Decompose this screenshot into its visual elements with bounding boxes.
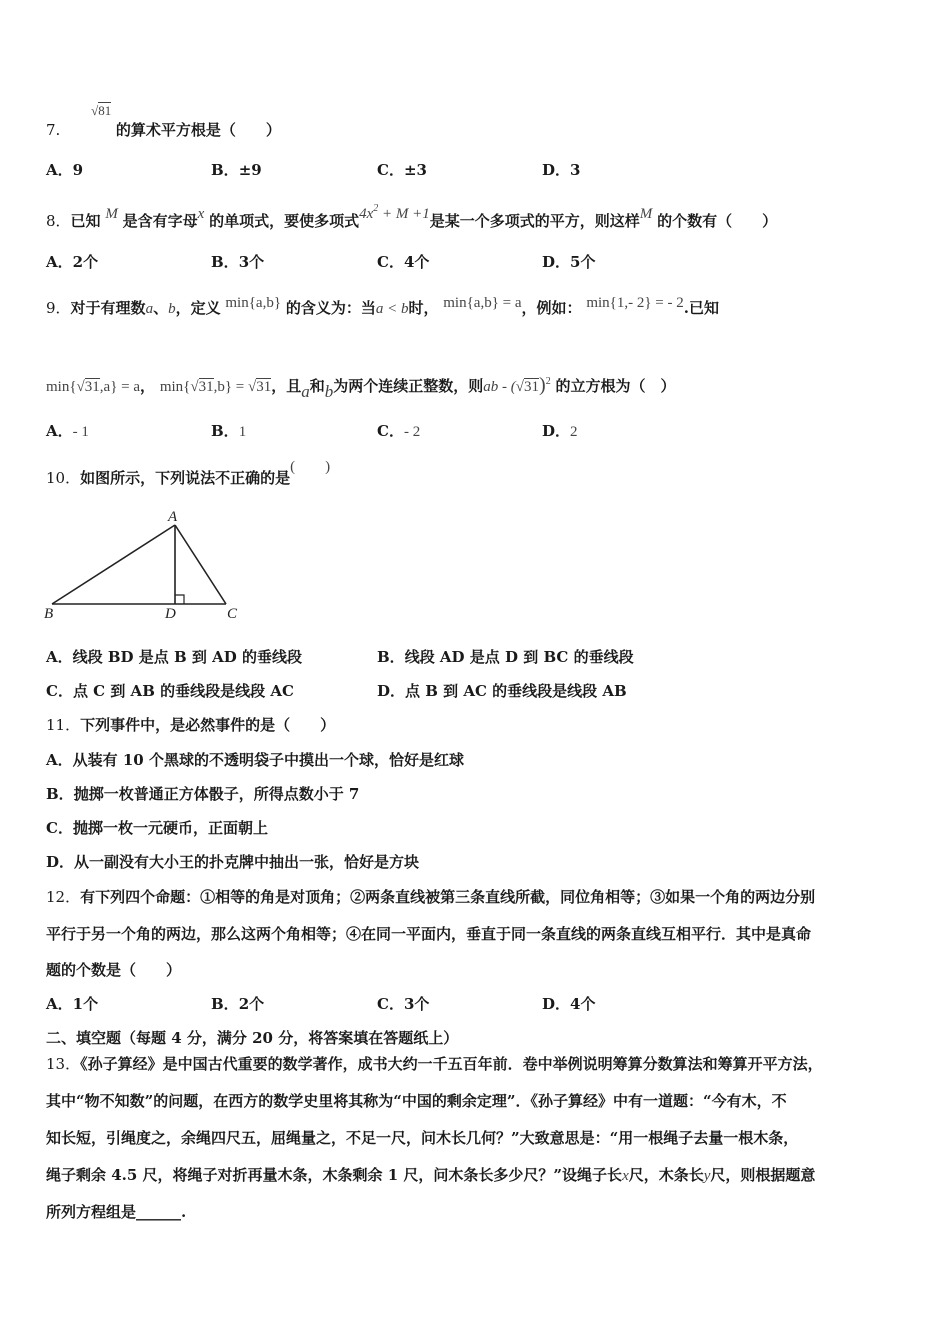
q12-option-b[interactable]: B．2个 [211,995,265,1013]
q9-text-10: 的立方根为（ ） [555,377,676,395]
q10-option-a[interactable]: A．线段 BD 是点 B 到 AD 的垂线段 [46,648,302,666]
q9-text-7: ，且 [271,377,302,395]
q13-x: x [622,1168,629,1184]
q8-number: 8． [46,212,71,230]
q9-stem-line1 [46,295,719,319]
q8-m: M [105,206,118,222]
q8-option-a[interactable]: A．2个 [46,253,99,271]
q9-a: a [145,301,154,317]
q13-text-5: 所列方程组是 [46,1203,137,1221]
q9-expression: ab - $(√31)^2$ [483,374,551,396]
q9-text-5: ，例如： [521,299,582,317]
q9-text-6: .已知 [683,299,719,317]
q9-definition: min{a,b} [225,295,282,311]
q13-text-4c: 尺，则根据题意 [710,1166,816,1184]
q13-stem-line5 [46,1202,186,1222]
q9-comma: ， [140,377,156,395]
q8-text-2: 是含有字母 [122,212,198,230]
q9-equation-2: min{1,- 2} = - 2 [586,295,684,311]
q13-stem-line3: 知长短，引绳度之，余绳四尺五，屈绳量之，不足一尺，问木长几何？”大致意思是：“用一根绳子去量一根木条， [46,1129,799,1147]
q9-equation-1: min{a,b} = a [443,295,522,311]
q13-answer-blank[interactable]: ______ [136,1203,182,1221]
q7-stem [46,103,281,140]
q13-stem-line4 [46,1165,815,1186]
q8-text-4: 是某一个多项式的平方，则这样 [429,212,640,230]
q9-text-9: 为两个连续正整数，则 [333,377,484,395]
q12-option-a[interactable]: A．1个 [46,995,99,1013]
q7-radical: √81 [91,103,112,118]
q11-text: 下列事件中，是必然事件的是（ ） [80,716,336,734]
q10-triangle-figure [40,505,250,625]
q8-text-5: 的个数有（ ） [657,212,778,230]
q9-text-8: 和 [309,377,325,395]
q13-text-4a: 绳子剩余 4.5 尺，将绳子对折再量木条，木条剩余 1 尺，问木条长多少尺？”设绳子长 [46,1166,623,1184]
q12-stem-line1 [46,887,815,907]
q8-option-b[interactable]: B．3个 [211,253,265,271]
q9-option-d[interactable]: D．2 [542,422,578,440]
label-a: A [168,509,178,525]
q10-option-c[interactable]: C．点 C 到 AB 的垂线段是线段 AC [46,682,294,700]
q13-end: . [181,1203,187,1221]
q9-text-2: ，定义 [175,299,221,317]
q13-y: y [703,1168,711,1184]
q8-text-1: 已知 [70,212,101,230]
q9-text-3: 的含义为：当 [285,299,376,317]
q7-option-d[interactable]: D．3 [542,161,581,179]
q12-stem-line3: 题的个数是（ ） [46,961,182,979]
q7-option-b[interactable]: B．±9 [211,161,262,179]
q13-text-1: 《孙子算经》是中国古代重要的数学著作，成书大约一千五百年前．卷中举例说明筹算分数算法和筹算开平方法， [80,1055,823,1073]
q7-option-a[interactable]: A．9 [46,161,84,179]
q8-text-3: 的单项式，要使多项式 [209,212,360,230]
label-b: B [44,606,54,622]
q7-number: 7. [46,121,61,139]
q10-option-d[interactable]: D．点 B 到 AC 的垂线段是线段 AB [377,682,627,700]
q9-condition: a < b [375,301,409,317]
q7-option-c[interactable]: C．±3 [377,161,427,179]
q9-sep: 、 [153,299,169,317]
q11-number: 11． [46,716,81,734]
q8-x: x [197,206,205,222]
q9-option-b[interactable]: B．1 [211,422,247,440]
q13-number: 13． [46,1055,81,1073]
q9-option-c[interactable]: C．- 2 [377,422,421,440]
q9-number: 9． [46,299,71,317]
q10-number: 10． [46,469,81,487]
q11-option-c[interactable]: C．抛掷一枚一元硬币，正面朝上 [46,819,268,837]
segment-ab [52,525,175,604]
q9-stem-line2 [46,372,676,401]
q9-text-1: 对于有理数 [70,299,146,317]
q10-stem [46,459,331,489]
q12-option-c[interactable]: C．3个 [377,995,430,1013]
q12-number: 12． [46,888,81,906]
q12-text-1: 有下列四个命题：①相等的角是对顶角；②两条直线被第三条直线所截，同位角相等；③如果一个角的两边分别 [80,888,816,906]
q10-option-b[interactable]: B．线段 AD 是点 D 到 BC 的垂线段 [377,648,634,666]
q9-b-2: b [324,382,334,401]
q11-option-b[interactable]: B．抛掷一枚普通正方体骰子，所得点数小于 7 [46,785,360,803]
q9-a-2: a [301,382,310,401]
label-d: D [165,606,176,622]
q9-option-a[interactable]: A．- 1 [46,422,89,440]
q10-paren: ( ) [290,459,331,475]
q7-text: 的算术平方根是（ ） [115,121,281,139]
q12-option-d[interactable]: D．4个 [542,995,596,1013]
q11-stem [46,715,335,735]
right-angle-mark [175,595,184,604]
q10-text: 如图所示，下列说法不正确的是 [80,469,291,487]
q13-stem-line1 [46,1054,823,1074]
segment-ac [175,525,226,604]
q8-stem [46,203,778,232]
q8-m-2: M [639,206,653,222]
section-2-title: 二、填空题（每题 4 分，满分 20 分，将答案填在答题纸上） [46,1029,459,1047]
q13-stem-line2: 其中“物不知数”的问题，在西方的数学史里将其称为“中国的剩余定理”．《孙子算经》中有一道题：“今有木，不 [46,1092,787,1110]
q9-b: b [168,301,176,317]
q9-given-1: min{√31,a} = a [46,379,141,395]
label-c: C [227,606,238,622]
q12-stem-line2: 平行于另一个角的两边，那么这两个角相等；④在同一平面内，垂直于同一条直线的两条直线互相平行．其中是真命 [46,925,812,943]
q11-option-a[interactable]: A．从装有 10 个黑球的不透明袋子中摸出一个球，恰好是红球 [46,751,464,769]
q8-option-d[interactable]: D．5个 [542,253,596,271]
q9-given-2: min{√31,b} = √31 [159,379,272,395]
q9-text-4: 时， [408,299,439,317]
q8-expression: $4x^2 + M +1$ [359,203,430,222]
q13-text-4b: 尺，木条长 [628,1166,704,1184]
q11-option-d[interactable]: D．从一副没有大小王的扑克牌中抽出一张，恰好是方块 [46,853,420,871]
q8-option-c[interactable]: C．4个 [377,253,430,271]
